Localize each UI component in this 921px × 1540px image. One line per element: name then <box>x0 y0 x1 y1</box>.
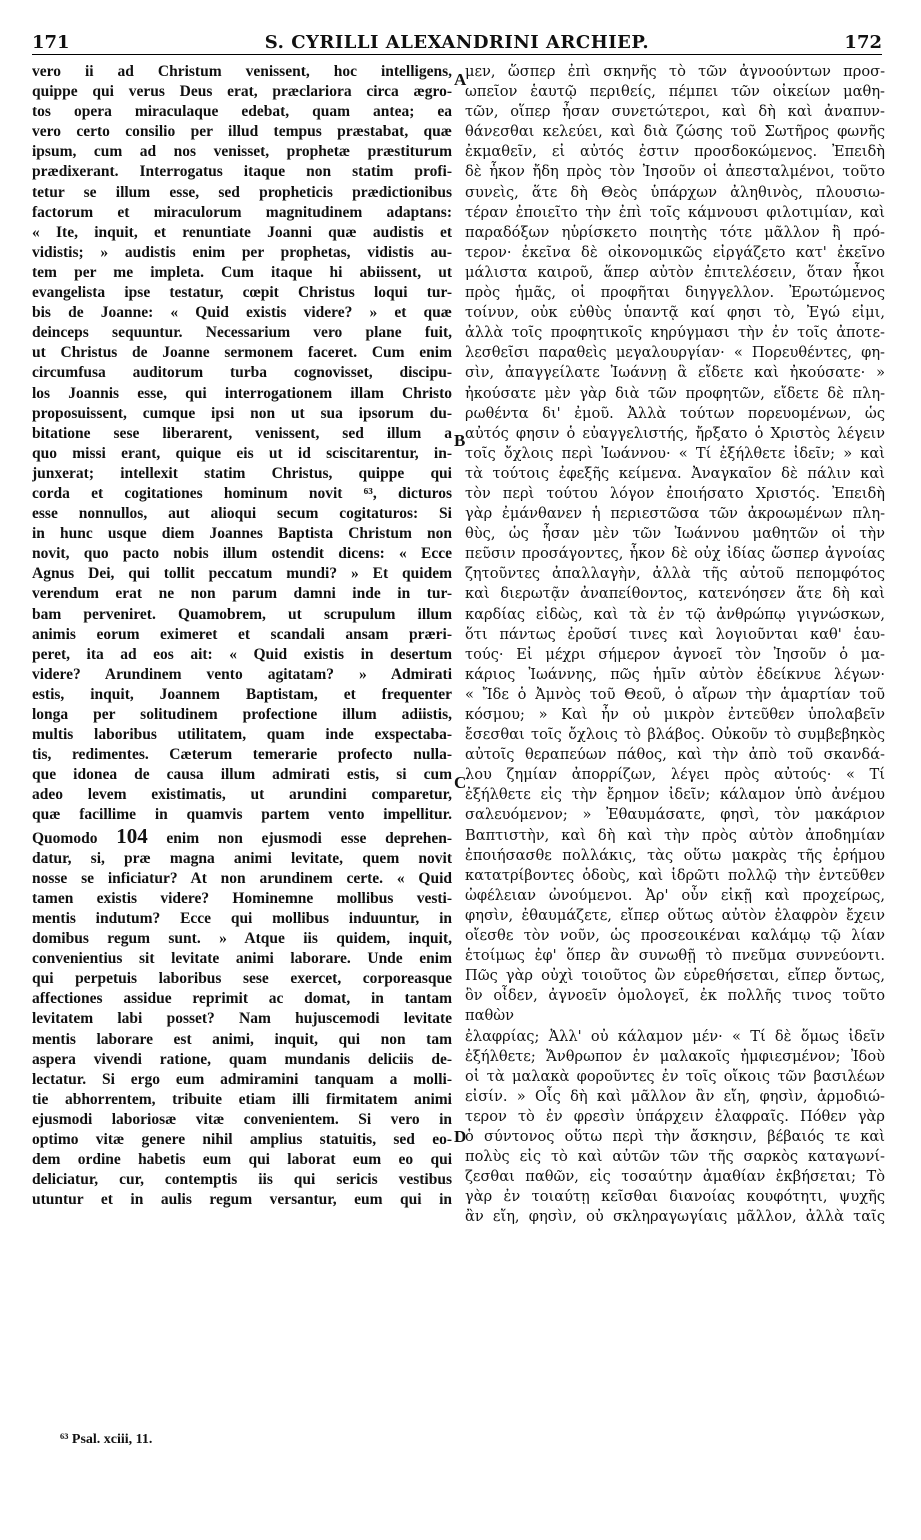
text-line: ἐκμαθεῖν, εἰ αὐτός ἐστιν προσδοκώμενος. Ἐπειδὴ <box>465 143 885 161</box>
text-line: que idonea de causa illum admirati estis, si cum <box>32 766 452 784</box>
text-line: animis eorum eximeret et scandali ansam præri- <box>32 625 452 643</box>
text-line: datur, si, præ magna animi levitate, quem novit <box>32 849 452 867</box>
text-line: ὠφέλειαν ὠνούμενοι. Ἀρ' οὖν εἰκῇ καὶ προχείρως, <box>465 886 885 904</box>
text-line: mentis laborare est animi, inquit, qui non tam <box>32 1030 452 1048</box>
text-line: Quomodo 104 enim non ejusmodi esse deprehen- <box>32 823 452 848</box>
text-line: adeo levem existimatis, ut arundini comparetur, <box>32 786 452 804</box>
text-line: tem per me impleta. Cum itaque hi abiissent, ut <box>32 263 452 281</box>
text-line: nosse se inficiatur? At non arundinem certe. « Quid <box>32 869 452 887</box>
text-line: los Joannis esse, qui interrogationem illam Christo <box>32 384 452 402</box>
text-line: καὶ διερωτᾷν ἀναπείθοντος, κατενόησεν ἅτε δὴ καὶ <box>465 585 885 603</box>
text-line: αὐτός φησιν ὁ εὐαγγελιστής, ἤρξατο ὁ Χριστὸς λέγειν <box>465 424 885 442</box>
text-line: « Ἴδε ὁ Ἀμνὸς τοῦ Θεοῦ, ὁ αἴρων τὴν ἁμαρτίαν τοῦ <box>465 685 885 703</box>
text-line: ἐξήλθετε εἰς τὴν ἔρημον ἰδεῖν; κάλαμον ὑπὸ ἀνέμου <box>465 786 885 804</box>
text-line: κάριος Ἰωάννης, πῶς ἡμῖν αὐτὸν ἐδείκνυε λέγων· <box>465 665 885 683</box>
text-line: τέραν ἐποιεῖτο τὴν ἐπὶ τοῖς κάμνουσι φιλοτιμίαν, καὶ <box>465 203 885 221</box>
text-line: ἂν εἴη, φησὶν, οὐ σκληραγωγίαις μᾶλλον, ἀλλὰ ταῖς <box>465 1208 885 1226</box>
text-line: quæ facillime in quamvis partem vento impellitur. <box>32 806 452 824</box>
text-line: corda et cogitationes hominum novit ⁶³, dicturos <box>32 484 452 502</box>
text-line: vidistis; » audistis enim per prophetas, vidistis au- <box>32 243 452 261</box>
text-line: affectiones assidue reprimit ac domat, in tantam <box>32 990 452 1008</box>
text-line: σὶν, ἀπαγγείλατε Ἰωάννῃ ἃ εἴδετε καὶ ἠκούσατε· » <box>465 364 885 382</box>
text-line: convenientius sit levitate animi laborare. Unde enim <box>32 950 452 968</box>
text-line: longa per solitudinem profectione illum adiistis, <box>32 706 452 723</box>
text-line: bam perveniret. Quamobrem, ut scrupulum illum <box>32 605 452 623</box>
text-line: μάλιστα καιροῦ, ἅπερ αὐτὸν ἐπιτελέσειν, ὅταν ἧκοι <box>465 263 885 281</box>
text-line: γὰρ ἐν τοιαύτῃ κεῖσθαι διανοίας κουφότητι, ψυχῆς <box>465 1188 885 1206</box>
text-line: qui perpetuis laboribus sese exercet, corporeasque <box>32 970 452 988</box>
text-line: proposuissent, cumque ipsi non ut sua ipsorum du- <box>32 404 452 422</box>
text-line: ut Christus de Joanne sermonem faceret. Cum enim <box>32 344 452 362</box>
text-line: factorum et miraculorum magnitudinem adaptans: <box>32 203 452 221</box>
text-line: « Ite, inquit, et renuntiate Joanni quæ audistis et <box>32 223 452 241</box>
text-line: τὸν περὶ τούτου λόγον ἐποιήσατο Χριστός. Ἐπειδὴ <box>465 484 885 502</box>
text-line: ὅτι πάντως ἐροῦσί τινες καὶ λογιοῦνται καθ' ἑαυ- <box>465 625 885 643</box>
text-line: ἐλαφρίας; Ἀλλ' οὐ κάλαμον μέν· « Τί δὲ ὅμως ἰδεῖν <box>465 1027 885 1045</box>
text-line: utuntur et in aulis regum versantur, eum qui in <box>32 1191 452 1209</box>
page-header <box>32 14 882 55</box>
text-line: ζεσθαι παθῶν, εἰς τοσαύτην ἀμαθίαν ἐκβήσεται; Τὸ <box>465 1168 885 1186</box>
text-line: καρδίας εἰδὼς, καὶ τὰ ἐν τῷ ἀνθρώπῳ γιγνώσκων, <box>465 605 885 623</box>
text-line: οἱ τὰ μαλακὰ φοροῦντες ἐν τοῖς οἴκοις τῶν βασιλέων <box>465 1067 885 1085</box>
text-line: ἠκούσατε μὲν γὰρ διὰ τῶν προφητῶν, εἴδετε δὲ πλη- <box>465 384 885 402</box>
text-line: estis, inquit, Joannem Baptistam, et frequenter <box>32 685 452 703</box>
text-line: θάνεσθαι κελεύει, καὶ διὰ ζώσης τοῦ Σωτῆρος φωνῆς <box>465 123 885 141</box>
text-line: bis de Joanne: « Quid existis videre? » et quæ <box>32 304 452 322</box>
text-line: esse nonnullos, aut alioqui secum cogitaturos: Si <box>32 505 452 523</box>
text-line: ωπεῖον ἑαυτῷ περιθείς, πέμπει τῶν οἰκείων μαθη- <box>465 83 885 101</box>
text-line: verendum erat ne non parum damni inde in tur- <box>32 585 452 603</box>
text-line: ἐποιήσασθε πολλάκις, τὰς οὕτω μακρὰς τῆς ἐρήμου <box>465 846 885 864</box>
margin-marker-a: A <box>454 70 467 89</box>
text-line: συνεὶς, ἅτε δὴ Θεὸς ὑπάρχων ἀληθινὸς, πλουσιω- <box>465 183 885 201</box>
footnote: ⁶³ Psal. xciii, 11. <box>60 1432 153 1447</box>
text-line: τοίνυν, οὐκ εὐθὺς ὑπαντᾷ καί φησι τὸ, Ἐγώ εἰμι, <box>465 304 885 322</box>
text-line: ejusmodi laboriosæ vitæ convenientem. Si vero in <box>32 1110 452 1128</box>
text-line: οἴεσθε τὸν νοῦν, ὡς προσεοικέναι καλάμῳ τῷ λίαν <box>465 927 885 945</box>
text-line: mentis indutum? Ecce qui mollibus induuntur, in <box>32 909 452 927</box>
margin-marker-b: B <box>454 431 466 450</box>
text-line: τοῖς ὄχλοις περὶ Ἰωάννου· « Τί ἐξήλθετε ἰδεῖν; » καὶ <box>465 444 885 462</box>
folio-number: 104 <box>116 823 148 848</box>
text-line: ἑτοίμως ἐφ' ὅπερ ἂν συνωθῇ τὸ πνεῦμα συννεύοντι. <box>465 947 885 965</box>
text-line: Agnus Dei, qui tollit peccatum mundi? » Et quidem <box>32 565 452 583</box>
text-line: lectatur. Si ergo eum admiramini tanquam a molli- <box>32 1070 452 1088</box>
text-line: φησὶν, ἐθαυμάζετε, εἴπερ οὕτως αὐτὸν ἐλαφρὸν ἔχειν <box>465 906 885 924</box>
text-line: circumfusa auditorum turba cognovisset, discipu- <box>32 364 452 382</box>
text-line: τούς· Εἰ μέχρι σήμερον ἀγνοεῖ τὸν Ἰησοῦν ὁ μα- <box>465 645 885 663</box>
text-line: levitatem labi posset? Nam hujuscemodi levitate <box>32 1010 452 1028</box>
text-line: ζητοῦντες ἀπαλλαγὴν, ἀλλὰ τῆς αὐτοῦ πεπομφότος <box>465 565 885 583</box>
text-line: θὺς, ὡς ἦσαν μὲν τῶν Ἰωάννου μαθητῶν οἱ τὴν <box>465 525 885 543</box>
text-line: optimo vitæ genere nihil amplius statuitis, sed eo- <box>32 1130 452 1148</box>
latin-column <box>32 62 452 1407</box>
text-line: Πῶς γὰρ οὐχὶ τοιοῦτος ὢν εὑρεθήσεται, εἴπερ ὄντως, <box>465 967 885 985</box>
text-line: aspera vivendi ratione, quam mundanis deliciis de- <box>32 1050 452 1068</box>
text-line: junxerat; intellexit statim Christus, quippe qui <box>32 464 452 482</box>
text-line: γὰρ ἐμάνθανεν ἡ περιεστῶσα τῶν ἀκροωμένων πλη- <box>465 505 885 523</box>
text-line: πεῦσιν προσάγοντες, ἧκον δὲ οὐχ ἰδίας ὥσπερ ἀγνοίας <box>465 545 885 563</box>
running-title: S. CYRILLI ALEXANDRINI ARCHIEP. <box>264 32 650 53</box>
text-line: τερον· ἐκεῖνα δὲ οἰκονομικῶς εἰργάζετο κατ' ἐκεῖνο <box>465 243 885 261</box>
text-line: ipsum, cum ad nos venisset, prophetæ præstiturum <box>32 143 452 161</box>
text-line: σαλευόμενον; » Ἐθαυμάσατε, φησὶ, τὸν μακάριον <box>465 806 885 824</box>
text-line: ὃν οἶδεν, ἀγνοεῖν ὁμολογεῖ, ἐκ πολλῆς τινος τοῦτο παθὼν <box>465 987 885 1025</box>
text-line: τὰ τούτοις ἐφεξῆς κείμενα. Ἀναγκαῖον δὲ πάλιν καὶ <box>465 464 885 482</box>
margin-marker-d: D <box>454 1127 467 1146</box>
text-line: τῶν, οἵπερ ἦσαν συνετώτεροι, καὶ δὴ καὶ ἀναπυν- <box>465 103 885 121</box>
text-line: κόσμου; » Καὶ ἦν οὐ μικρὸν ἐντεῦθεν ὑπολαβεῖν <box>465 706 885 723</box>
text-line: tamen existis videre? Hominemne mollibus vesti- <box>32 889 452 907</box>
page-number-left: 171 <box>32 32 70 53</box>
text-line: ἔσεσθαι τοῖς ὄχλοις τὸ βλάβος. Οὐκοῦν τὸ συμβεβηκὸς <box>465 726 885 744</box>
text-line: ἐξήλθετε; Ἄνθρωπον ἐν μαλακοῖς ἠμφιεσμένον; Ἰδοὺ <box>465 1047 885 1065</box>
text-line: prædixerant. Interrogatus itaque non statim profi- <box>32 163 452 181</box>
text-line: tos opera miraculaque edebat, quam antea; ea <box>32 103 452 121</box>
text-line: quo missi erant, quique eis ut id sciscitarentur, in- <box>32 444 452 462</box>
text-line: videre? Arundinem vento agitatam? » Admirati <box>32 665 452 683</box>
text-line: αὐτοῖς θεραπεύων πάθος, καὶ τὴν ἀπὸ τοῦ σκανδά- <box>465 746 885 764</box>
text-line: evangelista ipse testatur, cœpit Christus loqui tur- <box>32 284 452 302</box>
text-line: tetur se illum esse, sed propheticis prædictionibus <box>32 183 452 201</box>
page-number-right: 172 <box>844 32 882 53</box>
text-line: deliciatur, cur, contemptis iis qui sericis vestibus <box>32 1171 452 1189</box>
text-line: multis laboribus utilitatem, quam inde exspectaba- <box>32 726 452 744</box>
text-line: ὁ σύντονος οὕτω περὶ τὴν ἄσκησιν, βέβαιός τε καὶ <box>465 1127 885 1145</box>
text-line: bitatione sese liberarent, venissent, sed illum a <box>32 424 452 442</box>
text-line: domibus regum sunt. » Atque iis quidem, inquit, <box>32 930 452 948</box>
text-line: quippe qui verus Deus erat, præclariora circa ægro- <box>32 83 452 101</box>
text-line: Βαπτιστὴν, καὶ δὴ καὶ τὴν πρὸς αὐτὸν ἀποδημίαν <box>465 826 885 844</box>
greek-column <box>465 62 885 1407</box>
text-line: deinceps sequuntur. Necessarium vero plane fuit, <box>32 324 452 342</box>
text-line: tie abhorrentem, tribuite etiam illi firmitatem animi <box>32 1090 452 1108</box>
text-line: τερον τὸ ἐν φρεσὶν ὑπάρχειν ἐλαφραῖς. Πόθεν γὰρ <box>465 1107 885 1125</box>
margin-marker-c: C <box>454 773 467 792</box>
text-line: tis, redimentes. Cæterum temerarie profecto nulla- <box>32 746 452 764</box>
text-line: peret, ita ad eos ait: « Quid existis in desertum <box>32 645 452 663</box>
text-line: μεν, ὥσπερ ἐπὶ σκηνῆς τὸ τῶν ἀγνοούντων προσ- <box>465 63 885 80</box>
text-line: novit, quo pacto nobis illum ostendit dicens: « Ecce <box>32 545 452 563</box>
text-line: dem ordine habetis eum qui laborat eum eo qui <box>32 1151 452 1169</box>
text-line: vero certo consilio per illud tempus præstabat, quæ <box>32 123 452 141</box>
text-line: εἰσίν. » Οἷς δὴ καὶ μᾶλλον ἂν εἴη, φησὶν, ἁρμοδιώ- <box>465 1087 885 1105</box>
text-line: ἀλλὰ τοῖς προφητικοῖς κηρύγμασι τὴν ἐν τοῖς ἀποτε- <box>465 324 885 342</box>
text-line: δὲ ἧκον ἤδη πρὸς τὸν Ἰησοῦν οἱ ἀπεσταλμένοι, τοῦτο <box>465 163 885 181</box>
text-line: λου ζημίαν ἀπορρίζων, λέγει πρὸς αὐτούς· « Τί <box>465 766 885 784</box>
text-line: πολὺς εἰς τὸ καὶ αὐτῶν τῶν τῆς σαρκὸς καταγωνί- <box>465 1148 885 1166</box>
text-line: πρὸς ἡμᾶς, οἱ προφῆται διηγγελλον. Ἐρωτώμενος <box>465 284 885 302</box>
text-line: παραδόξων ηὑρίσκετο ποιητὴς τότε μᾶλλον ἢ πρό- <box>465 223 885 241</box>
text-line: λεσθεῖσι παραθεὶς μεγαλουργίαν· « Πορευθέντες, φη- <box>465 344 885 362</box>
text-line: κατατρίβοντες ὁδοὺς, καὶ ἱδρῶτι πολλῷ τὴν ἐντεῦθεν <box>465 866 885 884</box>
text-line: in hunc usque diem Joannes Baptista Christum non <box>32 525 452 543</box>
text-line: vero ii ad Christum venissent, hoc intelligens, <box>32 63 452 80</box>
text-line: ρωθέντα δι' ἐμοῦ. Ἀλλὰ τούτων πορευομένων, ὡς <box>465 404 885 422</box>
